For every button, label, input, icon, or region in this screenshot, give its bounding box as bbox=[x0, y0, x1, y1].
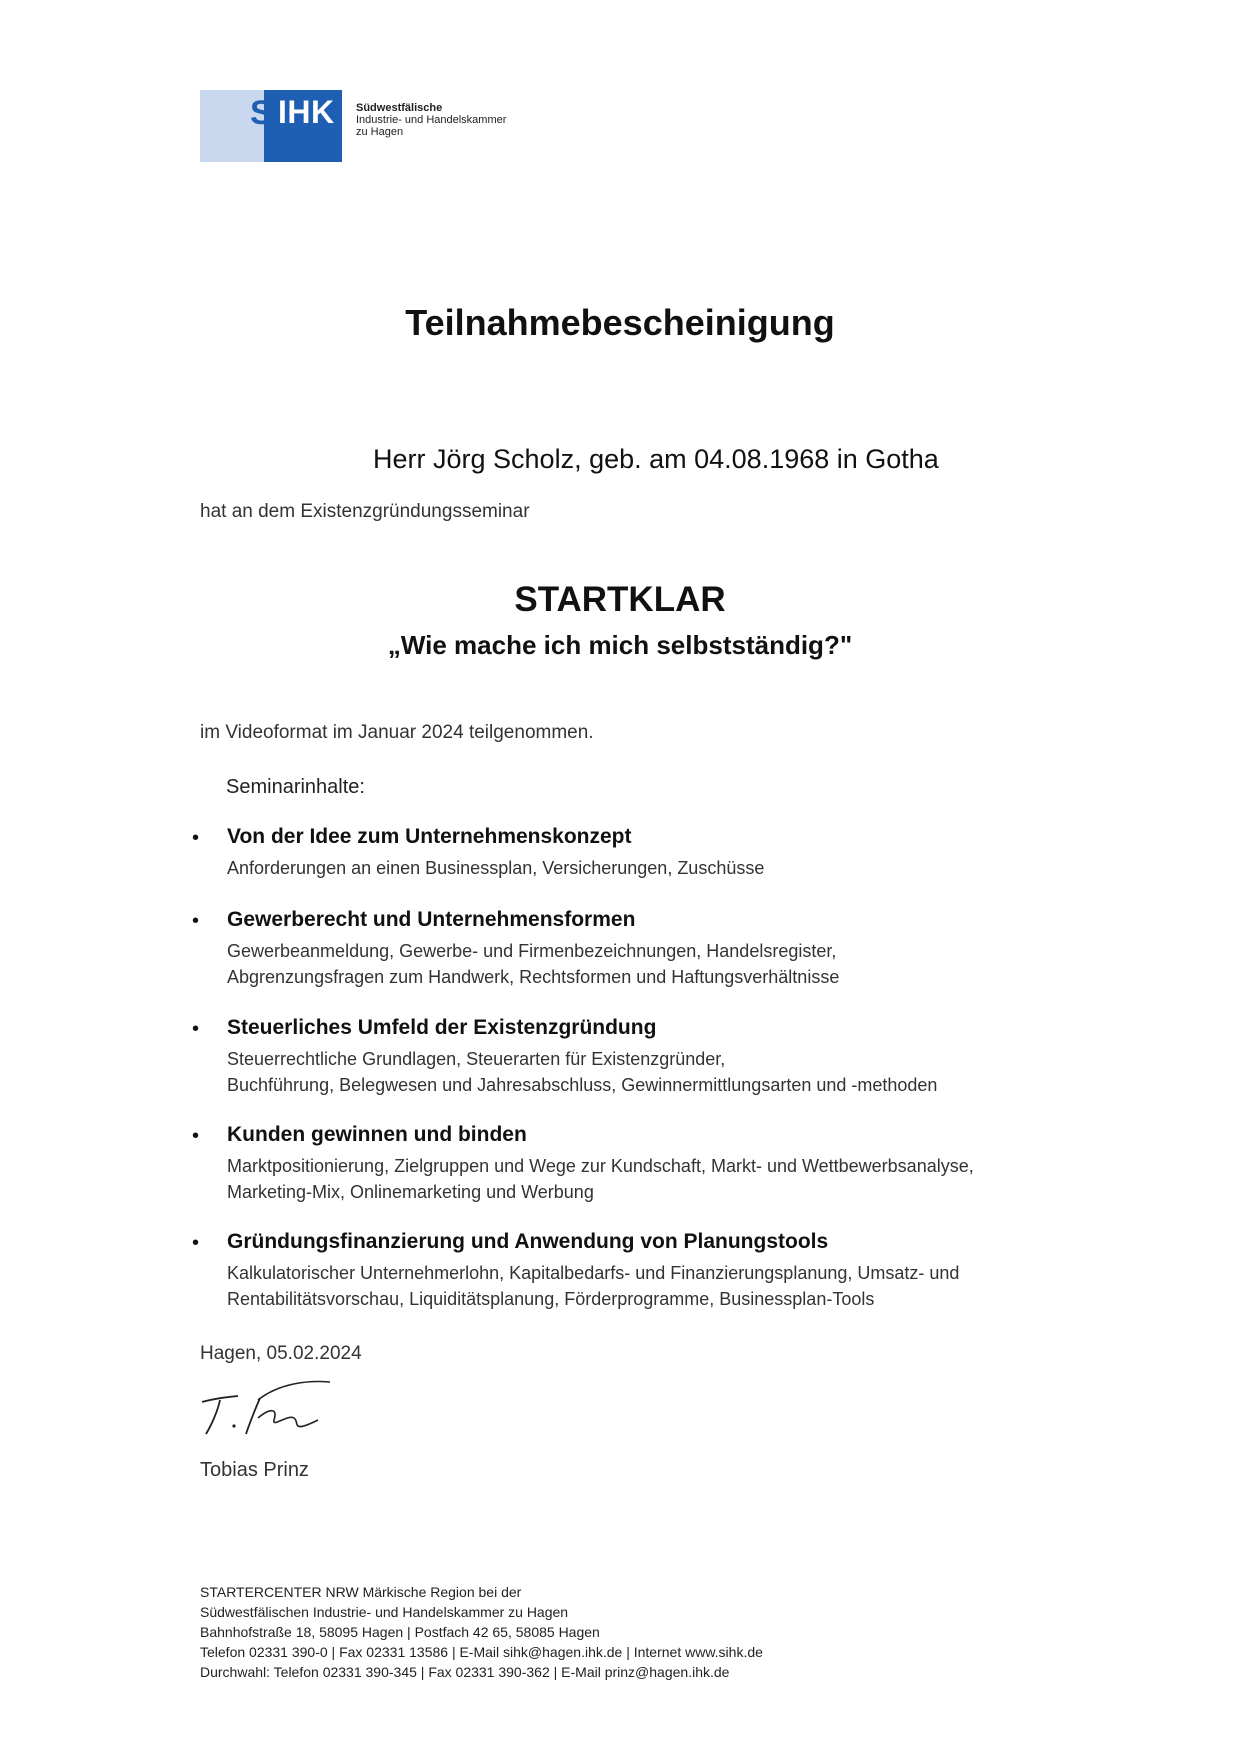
handwritten-signature bbox=[198, 1378, 338, 1438]
logo-mark-s: S bbox=[250, 94, 273, 132]
topic-title: Gewerberecht und Unternehmensformen bbox=[227, 908, 636, 931]
logo-mark-ihk: IHK bbox=[278, 94, 335, 130]
intro-text: hat an dem Existenzgründungsseminar bbox=[200, 501, 530, 522]
recipient-line: Herr Jörg Scholz, geb. am 04.08.1968 in Gotha bbox=[373, 444, 939, 474]
footer-line: Telefon 02331 390-0 | Fax 02331 13586 | E-Mail sihk@hagen.ihk.de | Internet www.sihk.de bbox=[200, 1644, 763, 1660]
topic-description-line: Kalkulatorischer Unternehmerlohn, Kapitalbedarfs- und Finanzierungsplanung, Umsatz- und bbox=[227, 1263, 960, 1283]
bullet-icon: • bbox=[192, 1232, 200, 1254]
topic-description-line: Rentabilitätsvorschau, Liquiditätsplanung, Förderprogramme, Businessplan-Tools bbox=[227, 1289, 875, 1309]
footer-contact-block bbox=[200, 1582, 763, 1682]
footer-line: Durchwahl: Telefon 02331 390-345 | Fax 02331 390-362 | E-Mail prinz@hagen.ihk.de bbox=[200, 1664, 730, 1680]
footer-line: Bahnhofstraße 18, 58095 Hagen | Postfach 42 65, 58085 Hagen bbox=[200, 1624, 600, 1640]
topic-description-line: Anforderungen an einen Businessplan, Versicherungen, Zuschüsse bbox=[227, 858, 765, 878]
topic-description-line: Marktpositionierung, Zielgruppen und Wege zur Kundschaft, Markt- und Wettbewerbsanalyse, bbox=[227, 1156, 974, 1176]
topic-title: Gründungsfinanzierung und Anwendung von Planungstools bbox=[227, 1230, 829, 1253]
logo-line-3: zu Hagen bbox=[356, 126, 404, 138]
bullet-icon: • bbox=[192, 827, 200, 849]
seminar-contents-heading: Seminarinhalte: bbox=[226, 776, 365, 798]
topic-description bbox=[227, 1153, 974, 1205]
topic-description bbox=[227, 938, 839, 990]
bullet-icon: • bbox=[192, 1018, 200, 1040]
seminar-subtitle: „Wie mache ich mich selbstständig?" bbox=[387, 630, 853, 660]
bullet-icon: • bbox=[192, 910, 200, 932]
topic-title: Steuerliches Umfeld der Existenzgründung bbox=[227, 1016, 657, 1039]
topic-description-line: Gewerbeanmeldung, Gewerbe- und Firmenbezeichnungen, Handelsregister, bbox=[227, 941, 837, 961]
topic-description bbox=[227, 1260, 959, 1312]
logo-line-2: Industrie- und Handelskammer bbox=[356, 114, 507, 126]
topic-description-line: Steuerrechtliche Grundlagen, Steuerarten für Existenzgründer, bbox=[227, 1049, 726, 1069]
participation-format: im Videoformat im Januar 2024 teilgenommen. bbox=[200, 722, 594, 743]
signatory-name: Tobias Prinz bbox=[200, 1459, 309, 1481]
seminar-name: STARTKLAR bbox=[514, 580, 726, 619]
bullet-icon: • bbox=[192, 1125, 200, 1147]
sihk-logo bbox=[200, 90, 342, 162]
topic-description bbox=[227, 1046, 937, 1098]
logo-line-1: Südwestfälische bbox=[356, 102, 443, 114]
topic-title: Von der Idee zum Unternehmenskonzept bbox=[227, 825, 632, 848]
topic-description-line: Marketing-Mix, Onlinemarketing und Werbung bbox=[227, 1182, 594, 1202]
topic-title: Kunden gewinnen und binden bbox=[227, 1123, 527, 1146]
footer-line: STARTERCENTER NRW Märkische Region bei der bbox=[200, 1584, 522, 1600]
topic-description bbox=[227, 855, 764, 881]
topic-description-line: Abgrenzungsfragen zum Handwerk, Rechtsformen und Haftungsverhältnisse bbox=[227, 967, 840, 987]
place-and-date: Hagen, 05.02.2024 bbox=[200, 1343, 362, 1364]
logo-organization-name bbox=[356, 102, 506, 138]
topic-description-line: Buchführung, Belegwesen und Jahresabschluss, Gewinnermittlungsarten und -methoden bbox=[227, 1075, 938, 1095]
document-title: Teilnahmebescheinigung bbox=[405, 302, 835, 343]
footer-line: Südwestfälischen Industrie- und Handelskammer zu Hagen bbox=[200, 1604, 569, 1620]
